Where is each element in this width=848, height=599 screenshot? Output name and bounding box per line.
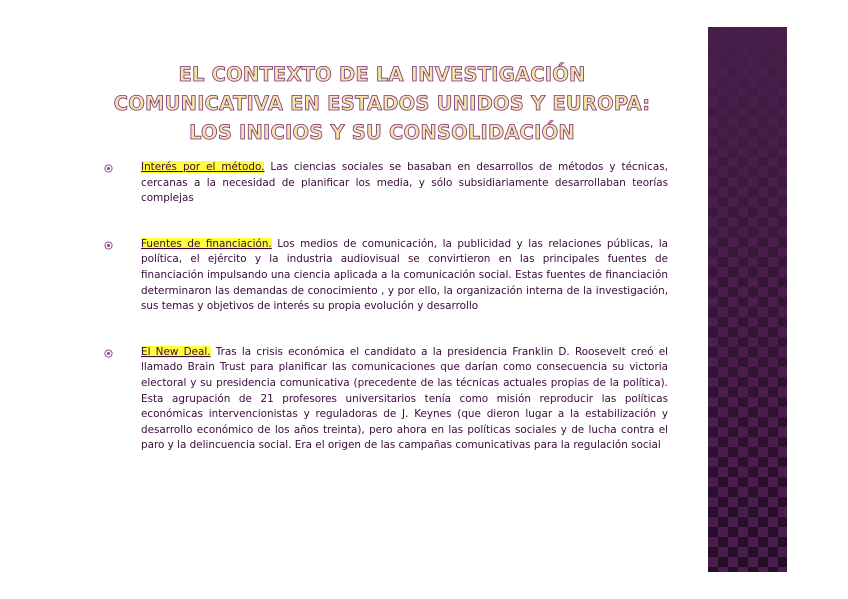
bullet-heading: El New Deal. xyxy=(141,345,211,358)
bullet-body: Tras la crisis económica el candidato a la presidencia Franklin D. Roosevelt creó el llamado Brain Trust para planificar las comunicaciones que darían como consecuencia su victoria electoral y su presidencia comunicativa (precedente de las técnicas actuales propias de la política). Esta agrupación de 21 profesores universitarios tenía como misión reproducir las políticas económicas intervencionistas y reguladoras de J. Keynes (que dieron lugar a la estabilización y desarrollo económico de los años treinta), pero ahora en las políticas sociales y de lucha contra el paro y la delincuencia social. Era el origen de las campañas comunicativas para la regulación social xyxy=(141,345,668,452)
bullet-body: Los medios de comunicación, la publicidad y las relaciones públicas, la política, el ejército y la industria audiovisual se convirtieron en las principales fuentes de financiación impulsando una ciencia aplicada a la comunicación social. Estas fuentes de financiación determinaron las demandas de conocimiento , y por ello, la organización interna de la investigación, sus temas y objetivos de interés su propia evolución y desarrollo xyxy=(141,237,669,313)
bullet-list xyxy=(100,160,668,454)
bullet-text xyxy=(141,345,668,454)
circled-dot-icon xyxy=(104,164,113,173)
bullet-heading: Interés por el método. xyxy=(141,161,265,173)
slide-title: EL CONTEXTO DE LA INVESTIGACIÓN COMUNICATIVA EN ESTADOS UNIDOS Y EUROPA: LOS INICIOS Y SU CONSOLIDACIÓN xyxy=(113,63,651,144)
decorative-side-band xyxy=(708,27,787,572)
circled-dot-icon xyxy=(104,241,113,250)
bullet-body: Las ciencias sociales se basaban en desarrollos de métodos y técnicas, cercanas a la necesidad de planificar los media, y sólo subsidiariamente desarrollaban teorías complejas xyxy=(141,161,668,205)
bullet-text xyxy=(141,160,668,207)
bullet-item-funding xyxy=(100,237,668,315)
circled-dot-icon xyxy=(104,349,113,358)
bullet-item-new-deal xyxy=(100,345,668,454)
bullet-text xyxy=(141,237,668,315)
bullet-heading: Fuentes de financiación. xyxy=(141,237,272,250)
bullet-item-method xyxy=(100,160,668,207)
